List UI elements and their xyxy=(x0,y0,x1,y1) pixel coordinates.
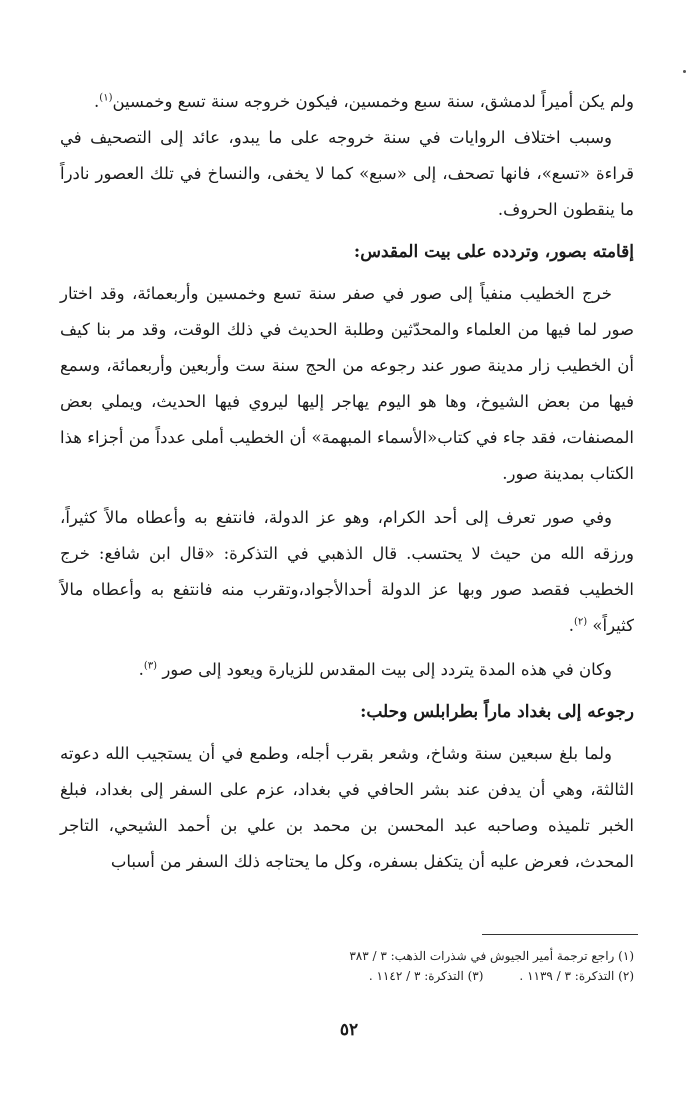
footnote-2: (٢) التذكرة: ٣ / ١١٣٩ . xyxy=(519,969,634,983)
paragraph-4-text: وفي صور تعرف إلى أحد الكرام، وهو عز الدولة، فانتفع به وأعطاه مالاً كثيراً، ورزقه الله من حيث لا يحتسب. قال الذهبي في التذكرة: «قال ابن شافع: خرج الخطيب فقصد صور وبها عز الدولة أحدالأجواد،وتقرب منه فانتفع به وأعطاه مالاً كثيراً» xyxy=(60,508,634,635)
paragraph-1-end: . xyxy=(94,92,100,111)
footnote-ref-1[interactable]: (١) xyxy=(99,92,113,104)
page-body xyxy=(60,84,634,880)
paragraph-5-text: وكان في هذه المدة يتردد إلى بيت المقدس للزيارة ويعود إلى صور xyxy=(162,660,612,679)
paragraph-6: ولما بلغ سبعين سنة وشاخ، وشعر بقرب أجله، وطمع في أن يستجيب الله دعوته الثالثة، وهي أن يدفن عند بشر الحافي في بغداد، عزم على السفر إلى بغداد، فبلغ الخبر تلميذه وصاحبه عبد المحسن بن محمد بن علي بن أحمد الشيحي، التاجر المحدث، فعرض عليه أن يتكفل بسفره، وكل ما يحتاجه ذلك السفر من أسباب xyxy=(60,744,634,871)
footnote-ref-2[interactable]: (٢) xyxy=(573,616,588,628)
footnote-1: (١) راجع ترجمة أمير الجيوش في شذرات الذهب: ٣ / ٣٨٣ xyxy=(349,949,634,963)
footnote-row-2-3 xyxy=(60,966,634,986)
section-heading-sur: إقامته بصور، وتردده على بيت المقدس: xyxy=(353,242,634,262)
paragraph-1-text: ولم يكن أميراً لدمشق، سنة سبع وخمسين، فيكون خروجه سنة تسع وخمسين xyxy=(112,92,634,111)
paragraph-1 xyxy=(60,84,634,120)
footnote-ref-3[interactable]: (٣) xyxy=(143,660,158,672)
paragraph-3: خرج الخطيب منفياً إلى صور في صفر سنة تسع وخمسين وأربعمائة، وقد اختار صور لما فيها من العلماء والمحدّثين وطلبة الحديث في ذلك الوقت، وقد مر بنا كيف أن الخطيب زار مدينة صور عند رجوعه من الحج سنة ست وأربعين وأربعمائة، وسمع فيها من بعض الشيوخ، وها هو اليوم يهاجر إليها ليروي فيها الحديث، ويملي بعض المصنفات، فقد جاء في كتاب«الأسماء المبهمة» أن الخطيب أملى عدداً من أجزاء هذا الكتاب بمدينة صور. xyxy=(60,284,634,483)
footnotes xyxy=(60,946,634,986)
page-edge-dot xyxy=(683,70,686,73)
page-number: ٥٢ xyxy=(339,1020,359,1040)
paragraph-4 xyxy=(60,500,634,644)
section-heading-baghdad: رجوعه إلى بغداد ماراً بطرابلس وحلب: xyxy=(360,702,634,722)
paragraph-5-end: . xyxy=(138,660,144,679)
footnote-3: (٣) التذكرة: ٣ / ١١٤٢ . xyxy=(368,969,484,983)
paragraph-2: وسبب اختلاف الروايات في سنة خروجه على ما يبدو، عائد إلى التصحيف في قراءة «تسع»، فانها تصحف، إلى «سبع» كما لا يخفى، والنساخ في تلك العصور نادراً ما ينقطون الحروف. xyxy=(60,128,634,219)
paragraph-5 xyxy=(60,652,634,688)
footnote-divider xyxy=(482,934,638,935)
paragraph-4-end: . xyxy=(568,616,574,635)
